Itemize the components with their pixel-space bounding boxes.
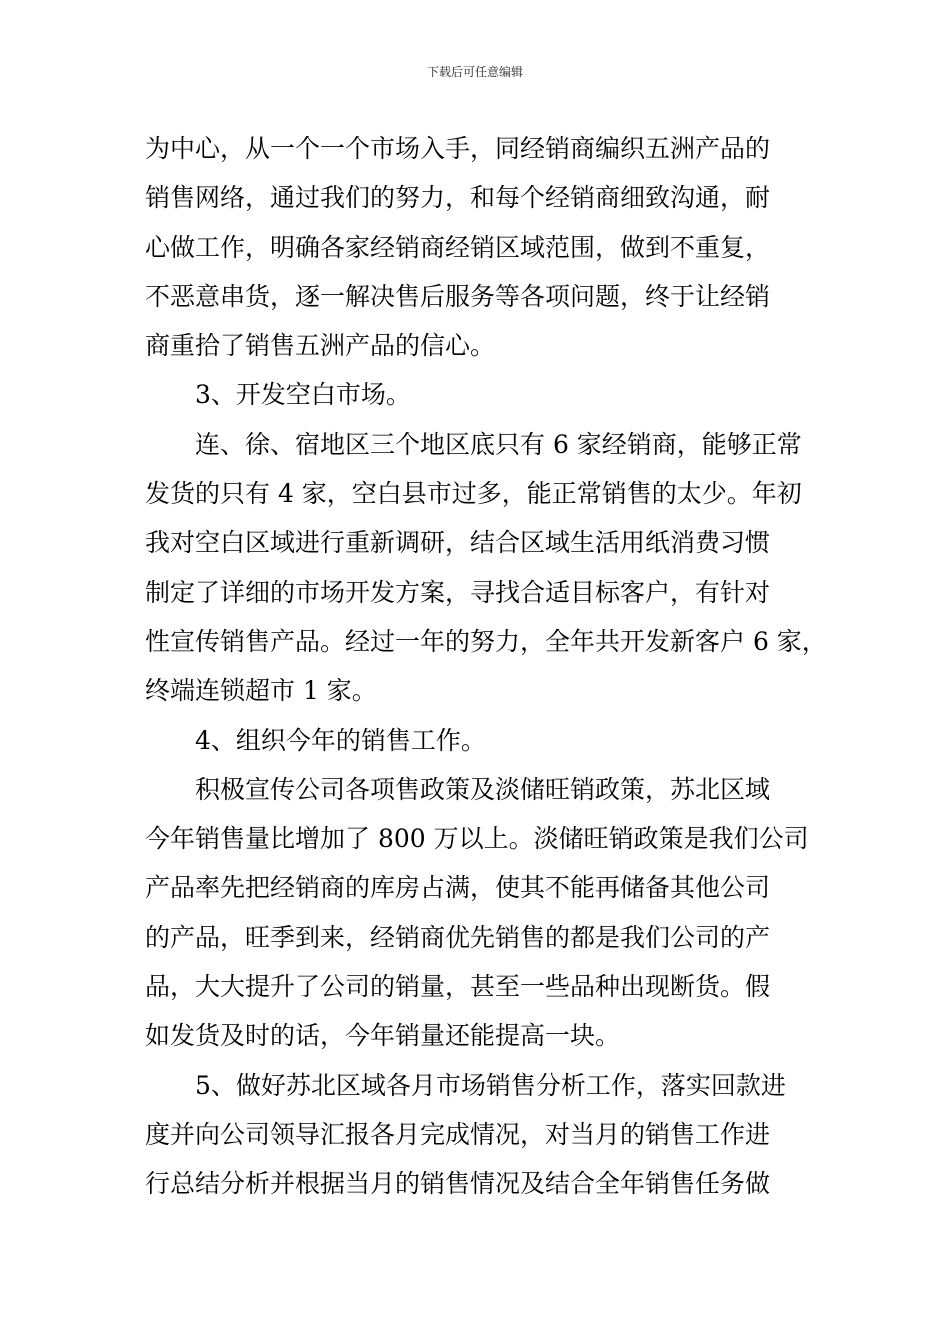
text-line: 行总结分析并根据当月的销售情况及结合全年销售任务做 (145, 1169, 771, 1199)
text-line: 心做工作，明确各家经销商经销区域范围，做到不重复， (145, 232, 771, 262)
text-line: 品，大大提升了公司的销量，甚至一些品种出现断货。假 (145, 972, 771, 1002)
text-line: 4、组织今年的销售工作。 (195, 725, 486, 755)
text-line: 商重拾了销售五洲产品的信心。 (145, 331, 496, 361)
page-header: 下载后可任意编辑 (426, 65, 523, 79)
text-line: 如发货及时的话，今年销量还能提高一块。 (145, 1021, 621, 1051)
text-line: 今年销售量比增加了 800 万以上。淡储旺销政策是我们公司 (145, 824, 809, 854)
text-line: 3、开发空白市场。 (195, 380, 411, 410)
text-line: 积极宣传公司各项售政策及淡储旺销政策，苏北区域 (195, 774, 771, 804)
text-line: 5、做好苏北区域各月市场销售分析工作，落实回款进 (195, 1070, 786, 1100)
text-line: 终端连锁超市 1 家。 (145, 676, 377, 706)
text-line: 不恶意串货，逐一解决售后服务等各项问题，终于让经销 (145, 281, 771, 311)
text-line: 发货的只有 4 家，空白县市过多，能正常销售的太少。年初 (145, 479, 802, 509)
text-line: 我对空白区域进行重新调研，结合区域生活用纸消费习惯 (145, 528, 771, 558)
text-line: 为中心，从一个一个市场入手，同经销商编织五洲产品的 (145, 134, 771, 163)
text-line: 性宣传销售产品。经过一年的努力，全年共开发新客户 6 家， (145, 626, 827, 656)
document-body (145, 124, 827, 1209)
text-line: 度并向公司领导汇报各月完成情况，对当月的销售工作进 (145, 1119, 771, 1149)
text-line: 连、徐、宿地区三个地区底只有 6 家经销商，能够正常 (195, 429, 802, 459)
text-line: 产品率先把经销商的库房占满，使其不能再储备其他公司 (145, 873, 771, 903)
text-line: 制定了详细的市场开发方案，寻找合适目标客户，有针对 (145, 577, 771, 607)
text-line: 销售网络，通过我们的努力，和每个经销商细致沟通，耐 (145, 183, 771, 213)
text-line: 的产品，旺季到来，经销商优先销售的都是我们公司的产 (145, 922, 771, 952)
